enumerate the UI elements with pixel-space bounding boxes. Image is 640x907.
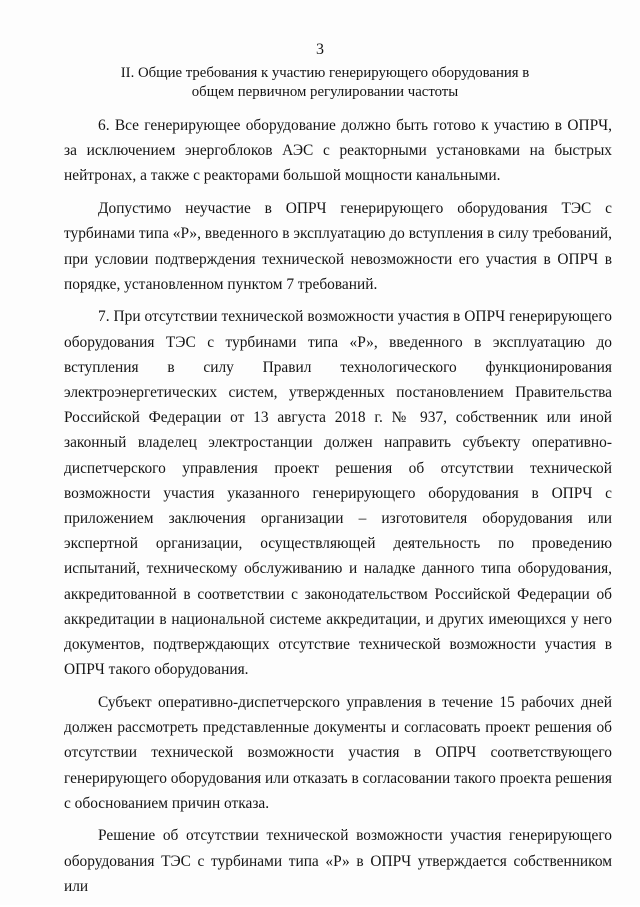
paragraph-6-exception: Допустимо неучастие в ОПРЧ генерирующего оборудования ТЭС с турбинами типа «Р», введенного в эксплуатацию до вступления в силу требований, при условии подтверждения технической невозможности его участия в ОПРЧ в порядке, установленном пунктом 7 требований. xyxy=(64,200,612,293)
paragraph-6: 6. Все генерирующее оборудование должно быть готово к участию в ОПРЧ, за исключением энергоблоков АЭС с реакторными установками на быстрых нейтронах, а также с реакторами большой мощности канальными. xyxy=(64,117,612,185)
section-heading: II. Общие требования к участию генерирующего оборудования в общем первичном регулировании частоты xyxy=(120,65,530,100)
page-number: 3 xyxy=(316,41,324,58)
paragraph-7-review: Субъект оперативно-диспетчерского управления в течение 15 рабочих дней должен рассмотреть представленные документы и согласовать проект решения об отсутствии технической возможности участия в ОПРЧ соответствующего генерирующего оборудования или отказать в согласовании такого проекта решения с обоснованием причин отказа. xyxy=(64,693,612,812)
document-body xyxy=(64,113,612,907)
paragraph-7: 7. При отсутствии технической возможности участия в ОПРЧ генерирующего оборудования ТЭС с турбинами типа «Р», введенного в эксплуатацию до вступления в силу Правил технологического функционирования электроэнергетических систем, утвержденных постановлением Правительства Российской Федерации от 13 августа 2018 г. № 937, собственник или иной законный владелец электростанции должен направить субъекту оперативно-диспетчерского управления проект решения об отсутствии технической возможности участия указанного генерирующего оборудования в ОПРЧ с приложением заключения организации – изготовителя оборудования или экспертной организации, осуществляющей деятельность по проведению испытаний, техническому обслуживанию и наладке данного типа оборудования, аккредитованной в соответствии с законодательством Российской Федерации об аккредитации в национальной системе аккредитации, и других имеющихся у него документов, подтверждающих отсутствие технической возможности участия в ОПРЧ такого оборудования. xyxy=(64,308,612,679)
paragraph-7-decision: Решение об отсутствии технической возможности участия генерирующего оборудования ТЭС с турбинами типа «Р» в ОПРЧ утверждается собственником или xyxy=(64,827,612,895)
